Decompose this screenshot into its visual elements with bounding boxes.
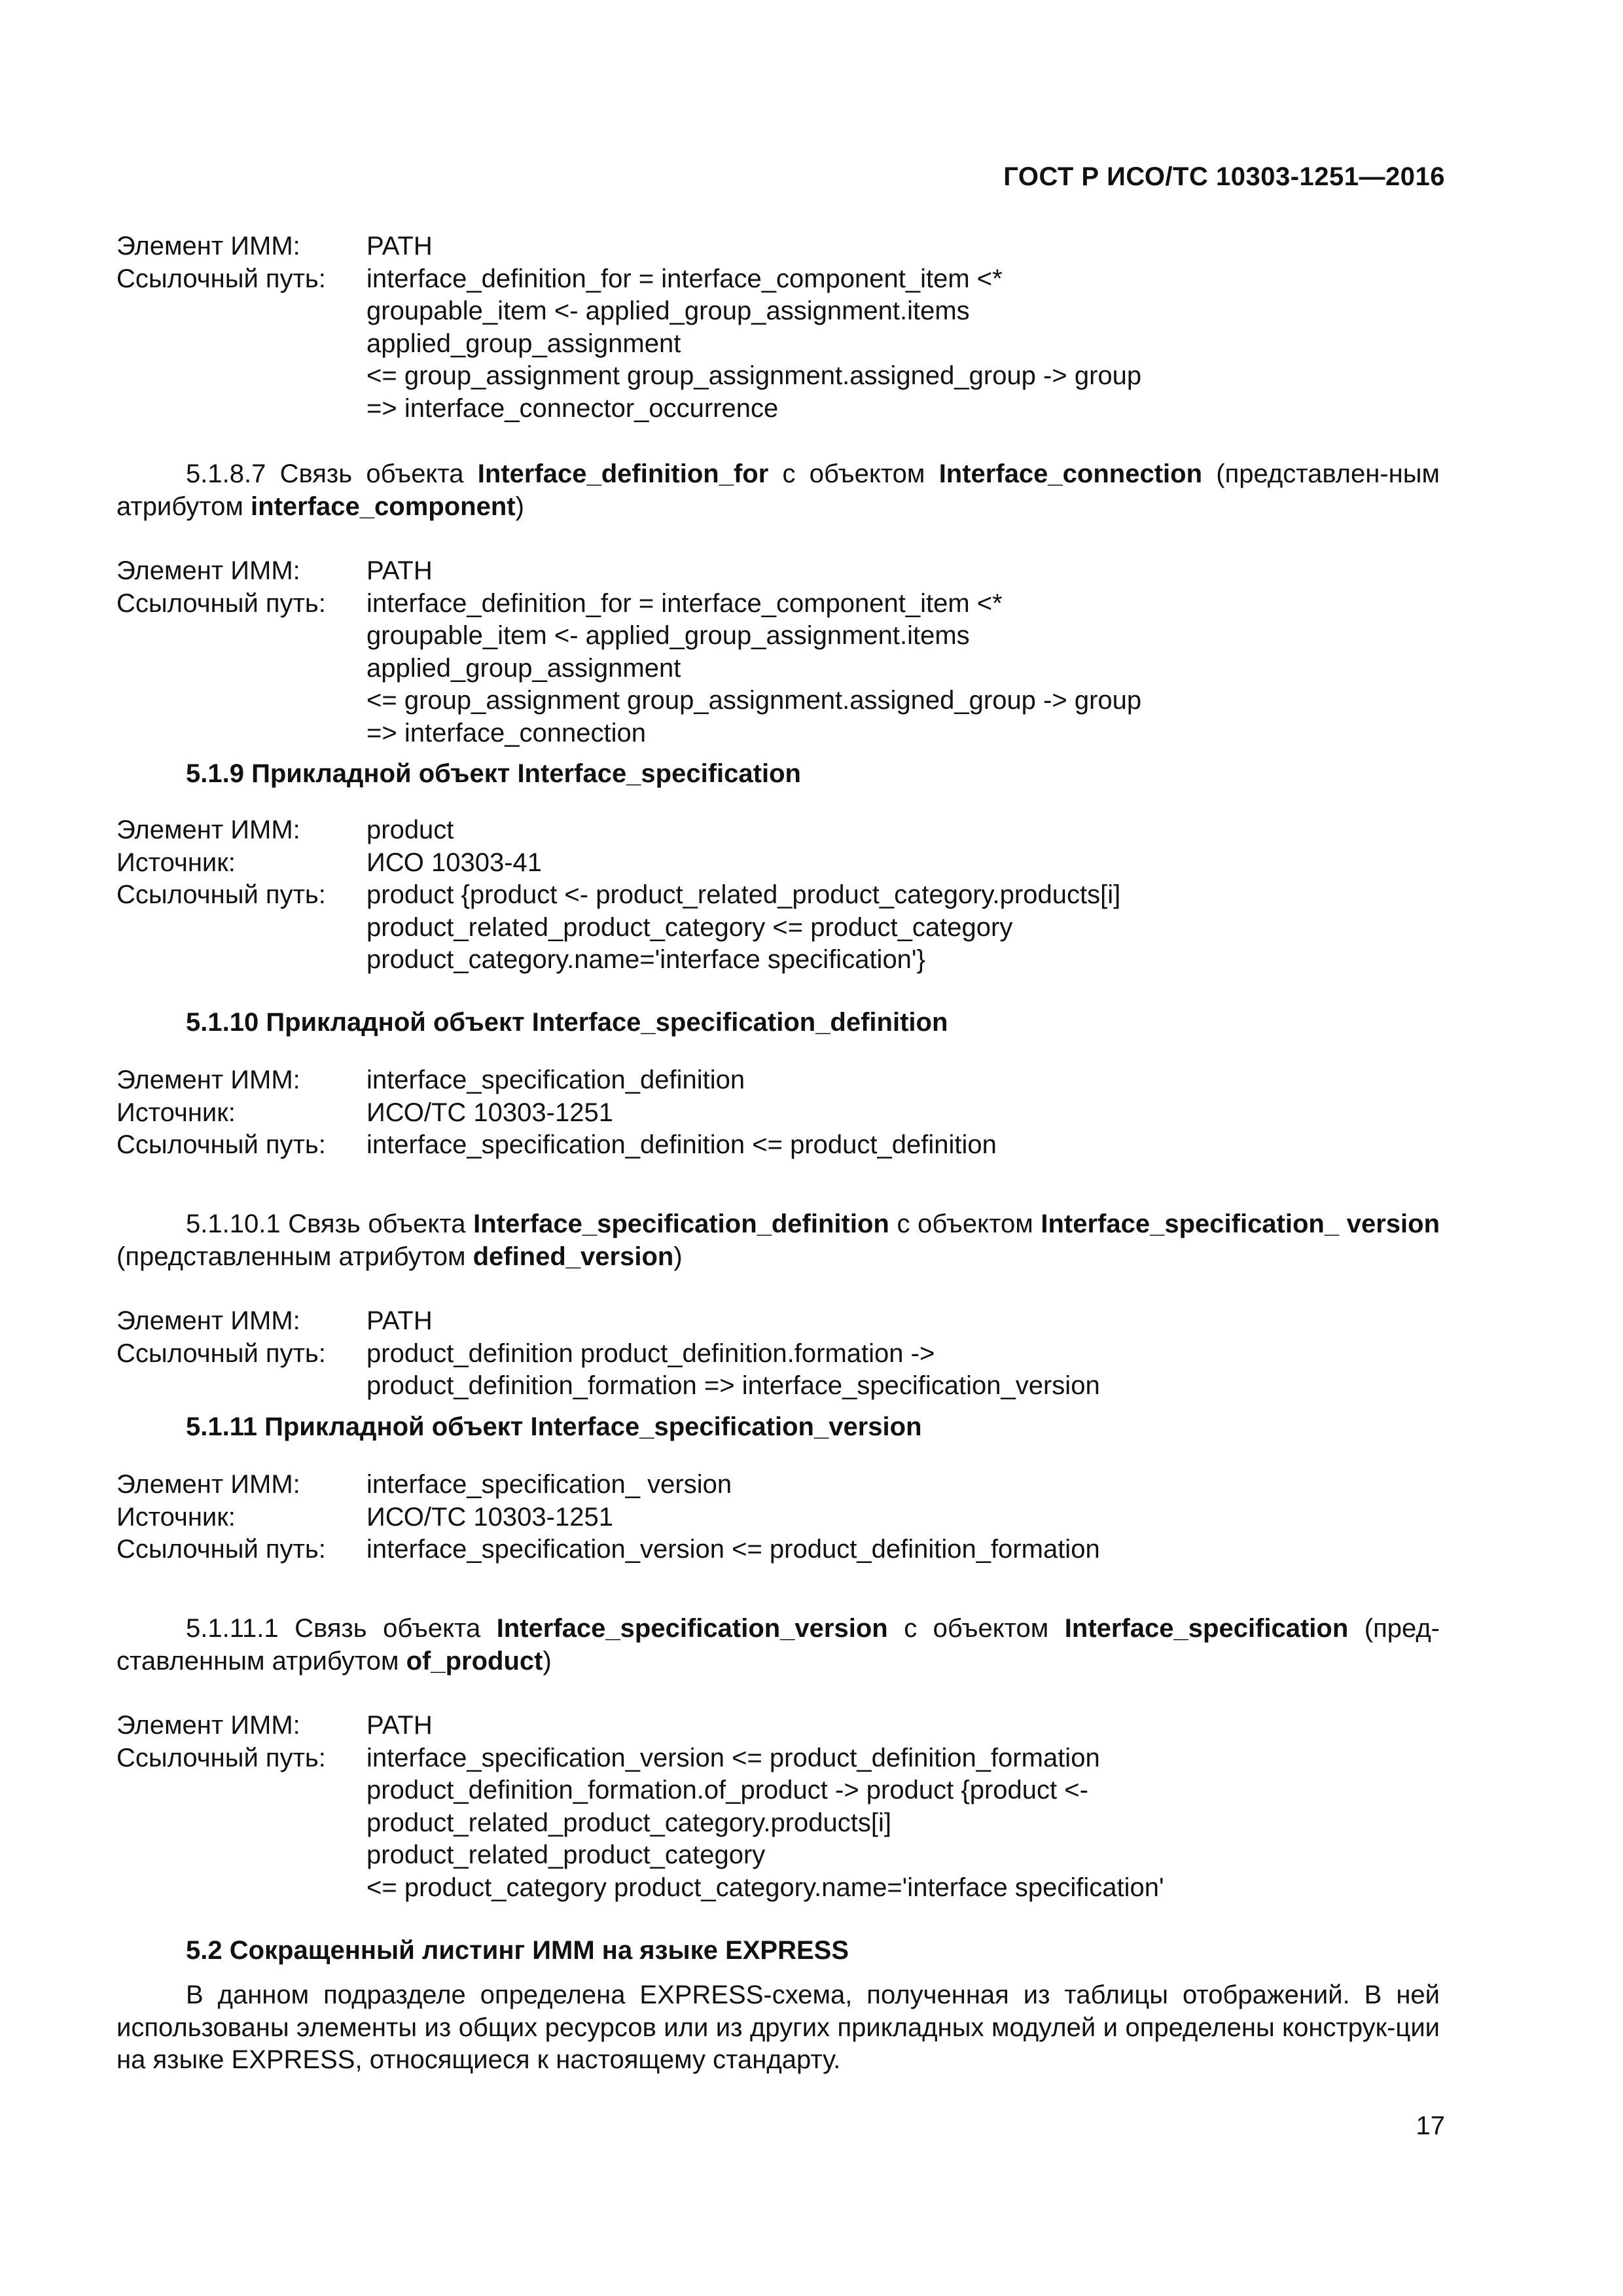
mapping-block-1: [116, 230, 1491, 425]
element-row: [116, 1469, 1491, 1501]
element-value: product: [366, 816, 454, 844]
path-line: groupable_item <- applied_group_assignment.items: [366, 296, 970, 325]
reference-path-label: Ссылочный путь:: [116, 588, 326, 618]
reference-path-row: [116, 263, 1491, 425]
attribute-name: defined_version: [473, 1242, 674, 1271]
reference-path-row: [116, 879, 1491, 977]
path-line: <= product_category product_category.name='interface specification': [366, 1873, 1164, 1902]
reference-path-row: [116, 1338, 1491, 1403]
reference-path-value: [366, 588, 1491, 750]
element-row: [116, 814, 1491, 847]
source-value: ИСО 10303-41: [366, 848, 543, 877]
reference-path-value: [366, 1742, 1491, 1905]
element-row: [116, 230, 1491, 263]
reference-path-value: [366, 1129, 1491, 1162]
path-line: interface_definition_for = interface_component_item <*: [366, 264, 1003, 293]
reference-path-label: Ссылочный путь:: [116, 1743, 326, 1772]
path-line: interface_definition_for = interface_component_item <*: [366, 588, 1003, 618]
text-fragment: ): [673, 1242, 683, 1271]
mapping-block-7: [116, 1710, 1491, 1904]
reference-path-label: Ссылочный путь:: [116, 880, 326, 909]
source-value: ИСО/ТС 10303-1251: [366, 1098, 613, 1127]
path-line: interface_specification_version <= product_definition_formation: [366, 1535, 1100, 1564]
element-value: interface_specification_definition: [366, 1066, 745, 1094]
text-fragment: с объектом: [768, 459, 939, 488]
attribute-name: interface_component: [251, 492, 516, 521]
element-value: PATH: [366, 232, 433, 260]
path-line: applied_group_assignment: [366, 653, 681, 683]
source-label: Источник:: [116, 848, 236, 877]
heading-5-2: 5.2 Сокращенный листинг ИММ на языке EXPRESS: [186, 1936, 849, 1965]
entity-name: Interface_specification_definition: [473, 1210, 889, 1238]
page-number: 17: [1416, 2111, 1445, 2140]
mapping-block-4: [116, 1064, 1491, 1162]
heading-5-1-10: 5.1.10 Прикладной объект Interface_specification_definition: [186, 1008, 948, 1037]
element-label: Элемент ИММ:: [116, 1306, 300, 1335]
entity-name: Interface_connection: [938, 459, 1203, 488]
reference-path-row: [116, 1129, 1491, 1162]
element-value: interface_specification_ version: [366, 1470, 732, 1499]
source-row: [116, 1097, 1491, 1130]
text-fragment: с объектом: [887, 1614, 1065, 1643]
path-line: product {product <- product_related_product_category.products[i]: [366, 880, 1121, 909]
path-line: product_definition product_definition.formation ->: [366, 1338, 935, 1368]
element-row: [116, 555, 1491, 588]
path-line: interface_specification_definition <= product_definition: [366, 1130, 997, 1159]
clause-5-1-10-1: [116, 1208, 1440, 1273]
reference-path-label: Ссылочный путь:: [116, 1338, 326, 1368]
element-label: Элемент ИММ:: [116, 816, 300, 844]
standard-designation: ГОСТ Р ИСО/ТС 10303-1251—2016: [1003, 162, 1445, 191]
path-line: product_related_product_category <= product_category: [366, 912, 1013, 942]
path-line: applied_group_assignment: [366, 329, 681, 358]
reference-path-row: [116, 1534, 1491, 1566]
element-label: Элемент ИММ:: [116, 1066, 300, 1094]
path-line: product_related_product_category.products[i]: [366, 1808, 891, 1837]
clause-number-text: 5.1.11.1 Связь объекта: [186, 1614, 497, 1643]
path-line: <= group_assignment group_assignment.assigned_group -> group: [366, 686, 1142, 715]
element-label: Элемент ИММ:: [116, 232, 300, 260]
mapping-block-5: [116, 1305, 1491, 1403]
clause-number-text: 5.1.8.7 Связь объекта: [186, 459, 478, 488]
reference-path-value: [366, 263, 1491, 425]
path-line: product_definition_formation => interface_specification_version: [366, 1371, 1100, 1400]
element-value: PATH: [366, 1711, 433, 1740]
source-label: Источник:: [116, 1098, 236, 1127]
mapping-block-2: [116, 555, 1491, 749]
reference-path-label: Ссылочный путь:: [116, 1535, 326, 1564]
entity-name: Interface_specification_ version: [1041, 1210, 1440, 1238]
reference-path-row: [116, 1742, 1491, 1905]
mapping-block-6: [116, 1469, 1491, 1566]
entity-name: Interface_specification_version: [496, 1614, 888, 1643]
text-fragment: ): [543, 1646, 552, 1676]
source-value: ИСО/ТС 10303-1251: [366, 1502, 613, 1532]
element-label: Элемент ИММ:: [116, 556, 300, 585]
text-fragment: (представлен-ным атрибутом: [116, 459, 1440, 521]
clause-number-text: 5.1.10.1 Связь объекта: [186, 1210, 474, 1238]
reference-path-value: [366, 1534, 1491, 1566]
element-row: [116, 1305, 1491, 1338]
heading-5-1-9: 5.1.9 Прикладной объект Interface_specification: [186, 759, 801, 788]
source-label: Источник:: [116, 1502, 236, 1532]
attribute-name: of_product: [406, 1646, 543, 1676]
mapping-block-3: [116, 814, 1491, 977]
text-fragment: (представленным атрибутом: [116, 1242, 473, 1271]
text-fragment: с объектом: [889, 1210, 1041, 1238]
path-line: <= group_assignment group_assignment.assigned_group -> group: [366, 361, 1142, 390]
text-fragment: ): [515, 492, 524, 521]
reference-path-label: Ссылочный путь:: [116, 1130, 326, 1159]
path-line: groupable_item <- applied_group_assignment.items: [366, 621, 970, 650]
path-line: product_definition_formation.of_product -> product {product <-: [366, 1776, 1088, 1804]
source-row: [116, 1501, 1491, 1534]
element-label: Элемент ИММ:: [116, 1711, 300, 1740]
path-line: product_related_product_category: [366, 1840, 766, 1869]
reference-path-label: Ссылочный путь:: [116, 264, 326, 293]
path-line: interface_specification_version <= product_definition_formation: [366, 1743, 1100, 1772]
element-value: PATH: [366, 1306, 433, 1335]
element-value: PATH: [366, 556, 433, 585]
element-row: [116, 1064, 1491, 1097]
heading-5-1-11: 5.1.11 Прикладной объект Interface_specification_version: [186, 1412, 922, 1441]
reference-path-value: [366, 879, 1491, 977]
element-label: Элемент ИММ:: [116, 1470, 300, 1499]
path-line: => interface_connection: [366, 718, 646, 747]
source-row: [116, 847, 1491, 880]
path-line: => interface_connector_occurrence: [366, 393, 779, 423]
section-5-2-paragraph: В данном подразделе определена EXPRESS-схема, полученная из таблицы отображений. В ней использованы элементы из общих ресурсов или из других прикладных модулей и определены конструк-ции на языке EXPRESS, относящиеся к настоящему стандарту.: [116, 1981, 1440, 2074]
clause-5-1-11-1: [116, 1613, 1440, 1677]
path-line: product_category.name='interface specification'}: [366, 945, 925, 974]
clause-5-1-8-7: [116, 458, 1440, 523]
reference-path-value: [366, 1338, 1491, 1403]
text-fragment: (пред-ставленным атрибутом: [116, 1614, 1440, 1676]
entity-name: Interface_definition_for: [477, 459, 769, 488]
element-row: [116, 1710, 1491, 1742]
reference-path-row: [116, 588, 1491, 750]
entity-name: Interface_specification: [1064, 1614, 1349, 1643]
